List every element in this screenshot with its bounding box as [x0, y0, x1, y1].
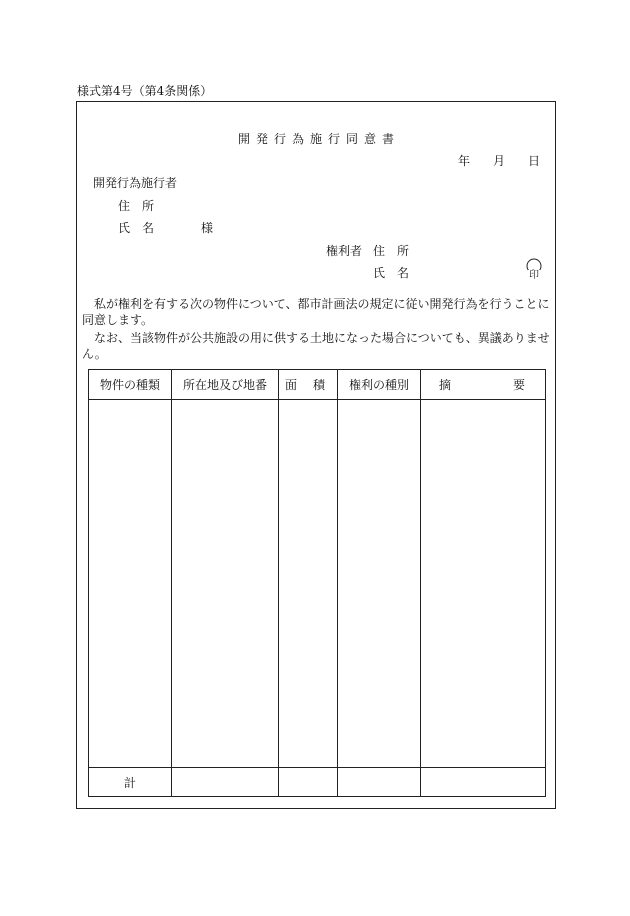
- developer-address-label: 住 所: [118, 199, 155, 213]
- total-summary-cell[interactable]: [421, 768, 546, 797]
- header-area-char-2: 積: [312, 378, 325, 392]
- table-header-row: [89, 370, 546, 400]
- table-total-row: [89, 768, 546, 797]
- date-year-label: 年: [458, 154, 471, 168]
- header-summary-char-2: 要: [512, 378, 525, 392]
- cell-property-type[interactable]: [89, 400, 172, 768]
- total-area-cell[interactable]: [279, 768, 338, 797]
- consent-paragraph: 私が権利を有する次の物件について、都市計画法の規定に従い開発行為を行うことに同意します。: [82, 297, 550, 327]
- total-location-cell[interactable]: [172, 768, 279, 797]
- cell-right-type[interactable]: [338, 400, 421, 768]
- cell-area[interactable]: [279, 400, 338, 768]
- header-right-type: 権利の種別: [338, 370, 421, 400]
- developer-name-label: 氏 名: [118, 221, 155, 235]
- date-day-label: 日: [528, 154, 541, 168]
- form-title: 開発行為施行同意書: [238, 132, 401, 146]
- cell-summary[interactable]: [421, 400, 546, 768]
- rights-holder-name-label: 氏 名: [373, 266, 410, 280]
- header-property-type: 物件の種類: [89, 370, 172, 400]
- total-right-type-cell[interactable]: [338, 768, 421, 797]
- header-area-char-1: 面: [285, 378, 298, 392]
- seal-text: 印: [529, 270, 539, 280]
- rights-holder-label: 権利者: [326, 244, 363, 258]
- developer-heading: 開発行為施行者: [93, 176, 178, 190]
- total-label: 計: [89, 768, 172, 797]
- seal-icon: [524, 258, 544, 280]
- developer-honorific: 様: [201, 221, 214, 235]
- date-month-label: 月: [493, 154, 506, 168]
- form-number: 様式第4号（第4条関係）: [77, 84, 213, 98]
- header-summary: [421, 370, 546, 400]
- cell-location[interactable]: [172, 400, 279, 768]
- header-area: [279, 370, 338, 400]
- property-table: [88, 369, 546, 797]
- rights-holder-address-label: 住 所: [373, 244, 410, 258]
- table-row: [89, 400, 546, 768]
- objection-paragraph: なお、当該物件が公共施設の用に供する土地になった場合についても、異議ありません。: [82, 331, 550, 361]
- header-summary-char-1: 摘: [439, 378, 452, 392]
- header-location: 所在地及び地番: [172, 370, 279, 400]
